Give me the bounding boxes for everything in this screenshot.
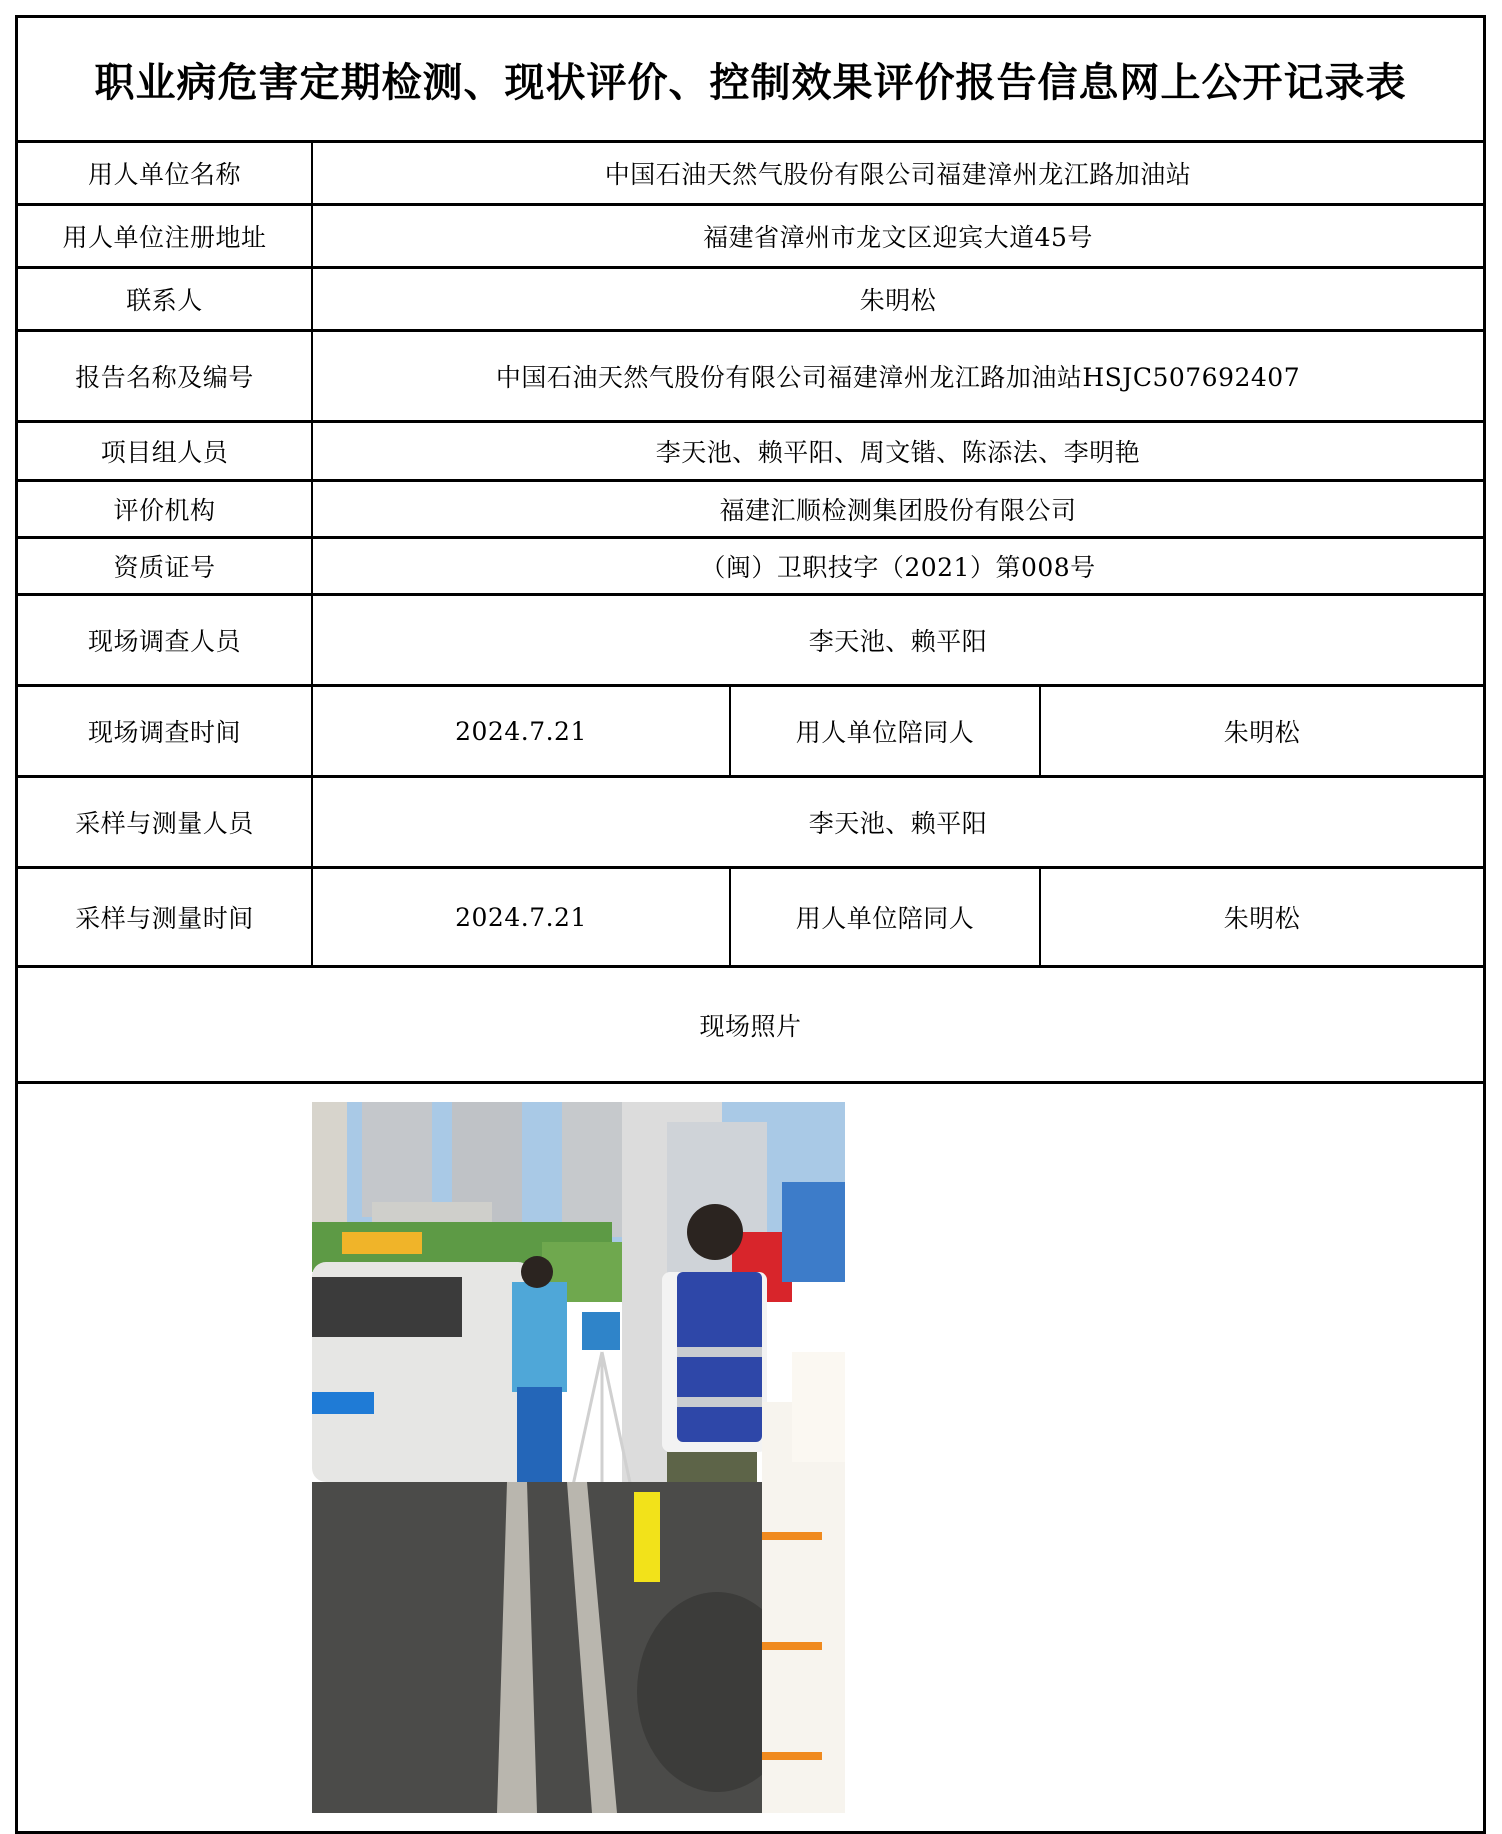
contact-label: 联系人: [126, 286, 203, 315]
row-employer-address: [18, 203, 1483, 266]
survey-accompany-label: 用人单位陪同人: [729, 687, 1039, 775]
survey-time-value: 2024.7.21: [311, 687, 729, 775]
sampling-accompany-value: 朱明松: [1039, 869, 1483, 965]
sampling-time-label: 采样与测量时间: [75, 904, 254, 933]
sampling-time-value: 2024.7.21: [311, 869, 729, 965]
sampling-staff-value: 李天池、赖平阳: [311, 778, 1483, 866]
row-photos-heading: [18, 965, 1483, 1081]
sampling-staff-label: 采样与测量人员: [75, 809, 254, 838]
document-title: 职业病危害定期检测、现状评价、控制效果评价报告信息网上公开记录表: [94, 58, 1407, 106]
contact-value: 朱明松: [311, 269, 1483, 329]
row-employer-name: [18, 140, 1483, 203]
license-label: 资质证号: [113, 553, 216, 582]
agency-value: 福建汇顺检测集团股份有限公司: [311, 482, 1483, 536]
agency-label: 评价机构: [113, 496, 216, 525]
survey-time-label: 现场调查时间: [87, 718, 241, 747]
employer-address-value: 福建省漳州市龙文区迎宾大道45号: [311, 206, 1483, 266]
row-survey-time: [18, 684, 1483, 775]
row-contact: [18, 266, 1483, 329]
row-report: [18, 329, 1483, 420]
report-label: 报告名称及编号: [75, 363, 254, 392]
survey-accompany-value: 朱明松: [1039, 687, 1483, 775]
team-label: 项目组人员: [100, 438, 229, 467]
row-photo: [18, 1081, 1483, 1831]
site-photo: [312, 1102, 845, 1813]
title-row: [18, 18, 1483, 140]
photos-heading: 现场照片: [699, 1011, 802, 1041]
row-sampling-staff: [18, 775, 1483, 866]
survey-staff-label: 现场调查人员: [87, 627, 241, 656]
employer-address-label: 用人单位注册地址: [62, 223, 267, 252]
sampling-accompany-label: 用人单位陪同人: [729, 869, 1039, 965]
license-value: （闽）卫职技字（2021）第008号: [311, 539, 1483, 593]
employer-name-label: 用人单位名称: [87, 160, 241, 189]
report-value: 中国石油天然气股份有限公司福建漳州龙江路加油站HSJC507692407: [311, 332, 1483, 420]
row-survey-staff: [18, 593, 1483, 684]
employer-name-value: 中国石油天然气股份有限公司福建漳州龙江路加油站: [311, 143, 1483, 203]
row-agency: [18, 479, 1483, 536]
row-sampling-time: [18, 866, 1483, 965]
site-photo-illustration: [312, 1102, 845, 1813]
row-team: [18, 420, 1483, 479]
team-value: 李天池、赖平阳、周文锴、陈添法、李明艳: [311, 423, 1483, 479]
survey-staff-value: 李天池、赖平阳: [311, 596, 1483, 684]
row-license: [18, 536, 1483, 593]
record-table: [15, 15, 1486, 1834]
